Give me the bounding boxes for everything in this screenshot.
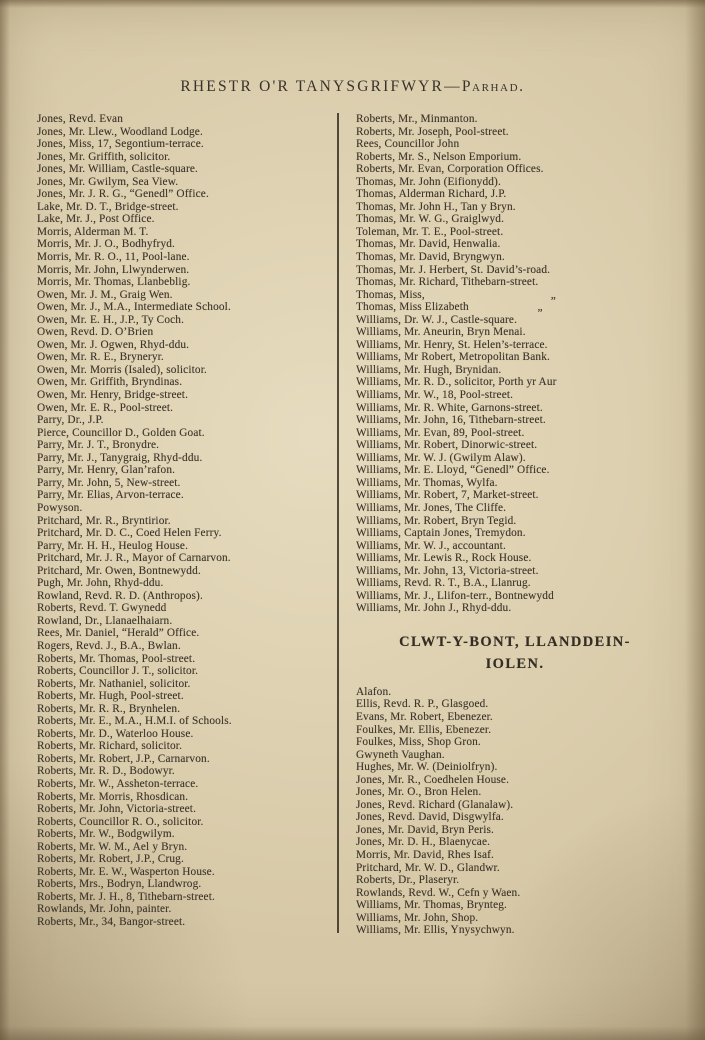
subscriber-entry: Pritchard, Mr. R., Bryntirior. [37,514,171,527]
subscriber-entry: Williams, Mr. Hugh, Brynidan. [356,363,502,376]
subscriber-entry: Jones, Mr. R., Coedhelen House. [356,773,510,786]
subscriber-list-left [37,113,335,929]
subscriber-entry: Williams, Dr. W. J., Castle-square. [356,313,518,326]
subscriber-entry: Pugh, Mr. John, Rhyd-ddu. [37,577,164,590]
subscriber-entry: Morris, Mr. Thomas, Llanbeblig. [37,276,191,289]
subscriber-entry: Thomas, Miss, „ [356,288,556,301]
subscriber-entry: Thomas, Mr. W. G., Graiglwyd. [356,213,505,226]
subscriber-entry: Roberts, Mr., Minmanton. [356,113,478,125]
subscriber-entry: Rowland, Dr., Llanaelhaiarn. [37,614,173,627]
subscriber-entry: Williams, Revd. R. T., B.A., Llanrug. [356,577,531,590]
section-heading-line1: CLWT-Y-BONT, LLANDDEIN- [399,633,631,650]
page-header [0,78,705,96]
subscriber-entry: Jones, Revd. David, Disgwylfa. [356,811,504,824]
subscriber-entry: Roberts, Mr. E., M.A., H.M.I. of Schools. [37,715,232,728]
subscriber-entry: Alafon. [356,685,392,698]
subscriber-entry: Williams, Mr. R. White, Garnons-street. [356,401,543,414]
subscriber-list-clwt-y-bont [356,686,674,937]
subscriber-entry: Morris, Mr. David, Rhes Isaf. [356,848,495,861]
subscriber-entry: Pritchard, Mr. W. D., Glandwr. [356,861,500,874]
subscriber-entry: Parry, Mr. J. T., Bronydre. [37,439,160,452]
subscriber-entry: Thomas, Mr. Richard, Tithebarn-street. [356,276,539,289]
subscriber-entry: Williams, Captain Jones, Tremydon. [356,527,526,540]
subscriber-entry: Morris, Mr. R. O., 11, Pool-lane. [37,251,190,264]
subscriber-entry: Roberts, Mr. Hugh, Pool-street. [37,690,184,703]
right-column [356,113,674,937]
subscriber-entry: Jones, Mr. D. H., Blaenycae. [356,836,491,849]
subscriber-entry: Roberts, Mr. E. W., Wasperton House. [37,865,215,878]
subscriber-entry: Williams, Mr. Lewis R., Rock House. [356,552,532,565]
subscriber-entry: Thomas, Mr. John H., Tan y Bryn. [356,200,516,213]
page-header-continued-label: Parhad. [461,78,525,95]
subscriber-entry: Williams, Mr. Aneurin, Bryn Menai. [356,326,526,339]
section-heading [356,615,674,686]
subscriber-entry: Owen, Mr. J. Ogwen, Rhyd-ddu. [37,338,190,351]
subscriber-entry: Williams, Mr. W. J. (Gwilym Alaw). [356,451,526,464]
subscriber-entry: Williams, Mr. Henry, St. Helen’s-terrace. [356,338,548,351]
subscriber-entry: Roberts, Mr. Evan, Corporation Offices. [356,163,544,176]
subscriber-entry: Roberts, Mr. John, Victoria-street. [37,803,197,816]
subscriber-entry: Williams, Mr. E. Lloyd, “Genedl” Office. [356,464,550,477]
subscriber-entry: Roberts, Mr. J. H., 8, Tithebarn-street. [37,890,215,903]
subscriber-entry: Thomas, Mr. J. Herbert, St. David’s-road. [356,263,551,276]
subscriber-entry: Morris, Alderman M. T. [37,225,149,238]
subscriber-entry: Roberts, Mrs., Bodryn, Llandwrog. [37,878,202,891]
subscriber-entry: Rowland, Revd. R. D. (Anthropos). [37,589,203,602]
subscriber-entry: Parry, Mr. J., Tanygraig, Rhyd-ddu. [37,451,203,464]
subscriber-entry: Jones, Mr. O., Bron Helen. [356,786,482,799]
subscriber-entry: Owen, Mr. J., M.A., Intermediate School. [37,301,231,314]
subscriber-entry: Owen, Mr. E. H., J.P., Ty Coch. [37,313,185,326]
subscriber-entry: Evans, Mr. Robert, Ebenezer. [356,710,493,723]
subscriber-entry: Roberts, Mr. W. M., Ael y Bryn. [37,840,188,853]
subscriber-entry: Roberts, Mr. Thomas, Pool-street. [37,652,196,665]
subscriber-entry: Jones, Mr. Llew., Woodland Lodge. [37,125,203,138]
subscriber-entry: Roberts, Mr. S., Nelson Emporium. [356,150,522,163]
subscriber-entry: Toleman, Mr. T. E., Pool-street. [356,225,504,238]
subscriber-entry: Williams, Mr. Robert, Dinorwic-street. [356,439,538,452]
subscriber-entry: Lake, Mr. D. T., Bridge-street. [37,200,179,213]
subscriber-entry: Roberts, Mr. Nathaniel, solicitor. [37,677,191,690]
subscriber-entry: Owen, Revd. D. O’Brien [37,326,154,339]
subscriber-entry: Parry, Mr. Elias, Arvon-terrace. [37,489,184,502]
subscriber-entry: Owen, Mr. Morris (Isaled), solicitor. [37,363,207,376]
subscriber-entry: Thomas, Mr. David, Henwalia. [356,238,501,251]
subscriber-entry: Williams, Mr. Thomas, Brynteg. [356,899,508,912]
subscriber-entry: Rowlands, Mr. John, painter. [37,903,172,916]
subscriber-entry: Ellis, Revd. R. P., Glasgoed. [356,698,489,711]
subscriber-entry: Parry, Mr. Henry, Glan’rafon. [37,464,176,477]
subscriber-entry: Rees, Councillor John [356,138,460,151]
subscriber-entry: Jones, Mr. William, Castle-square. [37,163,198,176]
subscriber-entry: Owen, Mr. J. M., Graig Wen. [37,288,173,301]
subscriber-entry: Roberts, Mr., 34, Bangor-street. [37,916,186,928]
subscriber-entry: Williams, Mr. Ellis, Ynysychwyn. [356,924,515,937]
subscriber-entry: Hughes, Mr. W. (Deiniolfryn). [356,761,498,774]
subscriber-entry: Roberts, Mr. Morris, Rhosdican. [37,790,189,803]
subscriber-entry: Foulkes, Miss, Shop Gron. [356,736,481,749]
subscriber-entry: Jones, Mr. David, Bryn Peris. [356,823,495,836]
subscriber-entry: Roberts, Mr. W., Bodgwilym. [37,828,175,841]
subscriber-entry: Williams, Mr. John, 13, Victoria-street. [356,564,539,577]
subscriber-entry: Roberts, Mr. Robert, J.P., Carnarvon. [37,752,210,765]
subscriber-entry: Williams, Mr. Jones, The Cliffe. [356,501,507,514]
left-column [37,113,335,929]
subscriber-entry: Foulkes, Mr. Ellis, Ebenezer. [356,723,492,736]
subscriber-entry: Jones, Miss, 17, Segontium-terrace. [37,138,204,151]
subscriber-entry: Gwyneth Vaughan. [356,748,445,761]
subscriber-entry: Parry, Mr. John, 5, New-street. [37,476,181,489]
subscriber-entry: Williams, Mr. Robert, Bryn Tegid. [356,514,517,527]
subscriber-entry: Williams, Mr. John, 16, Tithebarn-street. [356,414,546,427]
subscriber-entry: Roberts, Mr. R. R., Brynhelen. [37,702,181,715]
subscriber-entry: Lake, Mr. J., Post Office. [37,213,155,226]
subscriber-entry: Roberts, Mr. Joseph, Pool-street. [356,125,509,138]
subscriber-entry: Roberts, Mr. Robert, J.P., Crug. [37,853,184,866]
subscriber-entry: Williams, Mr. Robert, 7, Market-street. [356,489,539,502]
column-divider-rule [337,113,339,933]
subscriber-entry: Owen, Mr. R. E., Bryneryr. [37,351,164,364]
subscriber-entry: Williams, Mr. John J., Rhyd-ddu. [356,602,512,615]
subscriber-entry: Roberts, Dr., Plaseryr. [356,874,460,887]
subscriber-entry: Williams, Mr. Thomas, Wylfa. [356,476,498,489]
subscriber-entry: Thomas, Mr. John (Eifionydd). [356,175,501,188]
subscriber-entry: Pierce, Councillor D., Golden Goat. [37,426,205,439]
subscriber-entry: Roberts, Mr. W., Assheton-terrace. [37,777,199,790]
subscriber-entry: Williams, Mr. W., 18, Pool-street. [356,389,514,402]
subscriber-entry: Pritchard, Mr. D. C., Coed Helen Ferry. [37,527,222,540]
subscriber-entry: Rees, Mr. Daniel, “Herald” Office. [37,627,200,640]
subscriber-entry: Rowlands, Revd. W., Cefn y Waen. [356,886,521,899]
subscriber-entry: Williams, Mr. J., Llifon-terr., Bontnewydd [356,589,554,602]
subscriber-entry: Parry, Mr. H. H., Heulog House. [37,539,189,552]
subscriber-entry: Owen, Mr. Henry, Bridge-street. [37,389,189,402]
subscriber-entry: Roberts, Mr. Richard, solicitor. [37,740,183,753]
subscriber-entry: Jones, Mr. J. R. G., “Genedl” Office. [37,188,209,201]
subscriber-entry: Morris, Mr. John, Llwynderwen. [37,263,190,276]
subscriber-entry: Rogers, Revd. J., B.A., Bwlan. [37,639,181,652]
subscriber-entry: Williams, Mr. Evan, 89, Pool-street. [356,426,525,439]
subscriber-entry: Thomas, Mr. David, Bryngwyn. [356,251,505,264]
section-heading-line2: IOLEN. [485,655,545,672]
subscriber-entry: Jones, Mr. Gwilym, Sea View. [37,175,179,188]
subscriber-entry: Powyson. [37,501,83,514]
subscriber-entry: Roberts, Mr. R. D., Bodowyr. [37,765,175,778]
subscriber-entry: Jones, Revd. Richard (Glanalaw). [356,798,514,811]
subscriber-entry: Thomas, Alderman Richard, J.P. [356,188,507,201]
subscriber-entry: Williams, Mr. R. D., solicitor, Porth yr Aur [356,376,557,389]
subscriber-list-right-continued [356,113,674,615]
subscriber-entry: Jones, Mr. Griffith, solicitor. [37,150,171,163]
subscriber-entry: Owen, Mr. E. R., Pool-street. [37,401,174,414]
subscriber-entry: Pritchard, Mr. Owen, Bontnewydd. [37,564,201,577]
subscriber-entry: Jones, Revd. Evan [37,113,124,125]
page-header-title: RHESTR O'R TANYSGRIFWYR— [180,78,462,95]
subscriber-entry: Williams, Mr Robert, Metropolitan Bank. [356,351,550,364]
subscriber-entry: Williams, Mr. John, Shop. [356,911,479,924]
subscriber-entry: Roberts, Revd. T. Gwynedd [37,602,167,615]
subscriber-entry: Roberts, Councillor J. T., solicitor. [37,665,199,678]
subscriber-entry: Roberts, Mr. D., Waterloo House. [37,727,194,740]
subscriber-entry: Williams, Mr. W. J., accountant. [356,539,506,552]
subscriber-entry: Owen, Mr. Griffith, Bryndinas. [37,376,183,389]
subscriber-entry: Thomas, Miss Elizabeth „ [356,301,543,314]
subscriber-entry: Morris, Mr. J. O., Bodhyfryd. [37,238,176,251]
subscriber-entry: Parry, Dr., J.P. [37,414,104,427]
subscriber-entry: Roberts, Councillor R. O., solicitor. [37,815,204,828]
subscriber-entry: Pritchard, Mr. J. R., Mayor of Carnarvon. [37,552,231,565]
